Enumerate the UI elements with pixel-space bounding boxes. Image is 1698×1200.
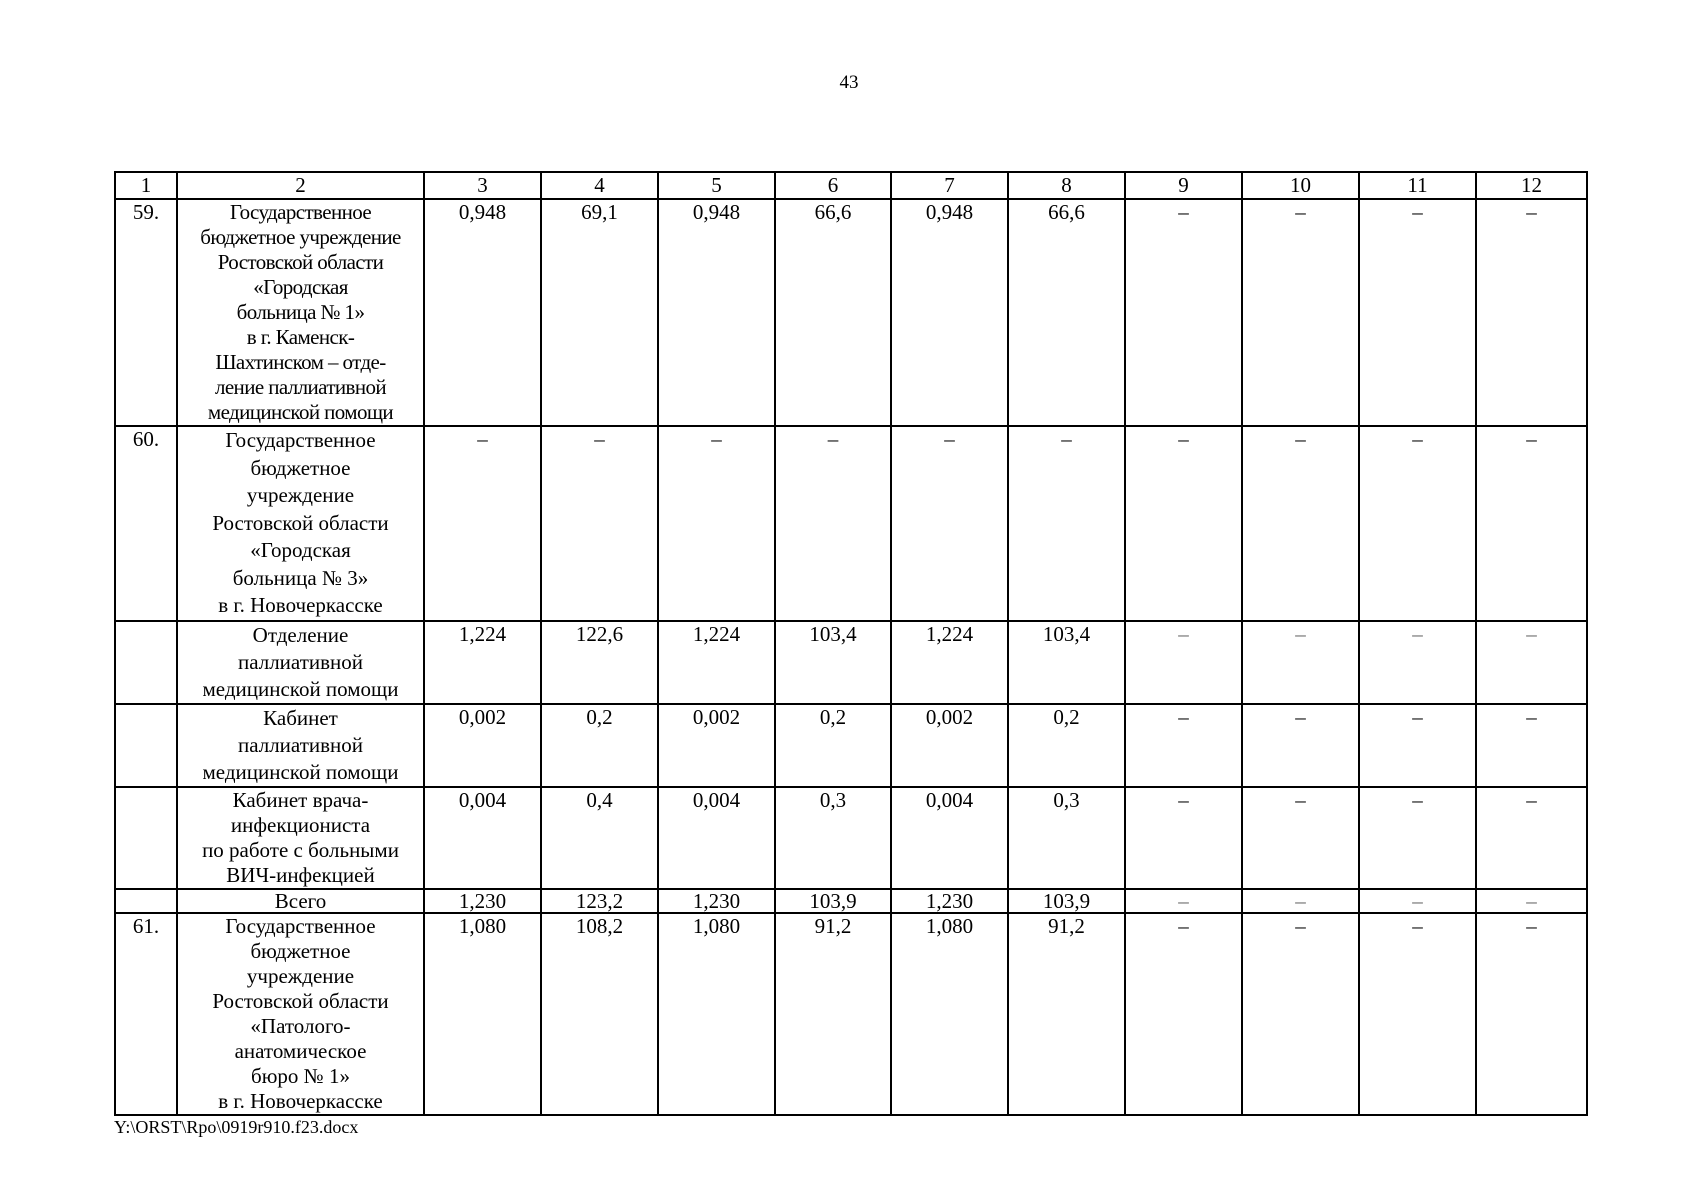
table-cell: –	[1125, 889, 1242, 913]
table-cell: 1,230	[424, 889, 541, 913]
table-cell: –	[1359, 621, 1476, 704]
table-cell: 66,6	[775, 199, 891, 426]
table-cell: 103,4	[1008, 621, 1125, 704]
table-cell: –	[1008, 426, 1125, 621]
table-cell: 0,002	[891, 704, 1008, 787]
table-cell: 103,9	[775, 889, 891, 913]
table-cell: –	[1242, 889, 1359, 913]
table-cell: –	[541, 426, 658, 621]
table-cell: 0,2	[541, 704, 658, 787]
footer-file-path: Y:\ORST\Rpo\0919r910.f23.docx	[114, 1117, 359, 1137]
row-number	[115, 787, 177, 889]
table-cell: 0,4	[541, 787, 658, 889]
institution-name: Государственное бюджетное учреждение Ростовской области «Городская больница № 1» в г. Каменск- Шахтинском – отде- ление паллиативной медицинской помощи	[177, 199, 424, 426]
table-cell: 0,002	[424, 704, 541, 787]
table-cell: 108,2	[541, 913, 658, 1115]
row-number	[115, 621, 177, 704]
table-cell: 123,2	[541, 889, 658, 913]
table-cell: –	[891, 426, 1008, 621]
row-number	[115, 889, 177, 913]
table-cell: –	[1242, 621, 1359, 704]
table-cell: 1,230	[658, 889, 775, 913]
table-cell: –	[1125, 913, 1242, 1115]
table-cell: 1,080	[658, 913, 775, 1115]
table-cell: –	[1125, 621, 1242, 704]
table-cell: 0,004	[658, 787, 775, 889]
table-cell: –	[1359, 704, 1476, 787]
table-cell: 69,1	[541, 199, 658, 426]
table-cell: 0,002	[658, 704, 775, 787]
table-cell: 66,6	[1008, 199, 1125, 426]
column-header: 9	[1125, 172, 1242, 199]
table-cell: 0,3	[775, 787, 891, 889]
table-cell: –	[1359, 199, 1476, 426]
institution-name: Кабинет паллиативной медицинской помощи	[177, 704, 424, 787]
table-cell: –	[775, 426, 891, 621]
table-cell: –	[1242, 787, 1359, 889]
institution-name: Отделение паллиативной медицинской помощи	[177, 621, 424, 704]
table-cell: 1,080	[891, 913, 1008, 1115]
column-header: 3	[424, 172, 541, 199]
table-cell: 0,2	[1008, 704, 1125, 787]
column-header: 1	[115, 172, 177, 199]
column-header: 8	[1008, 172, 1125, 199]
table-cell: 0,948	[424, 199, 541, 426]
column-header: 7	[891, 172, 1008, 199]
table-cell: 0,948	[891, 199, 1008, 426]
table-cell: –	[1476, 199, 1587, 426]
table-row	[115, 704, 1587, 787]
table-cell: –	[1476, 704, 1587, 787]
table-row-total	[115, 889, 1587, 913]
table-cell: 1,224	[424, 621, 541, 704]
table-row	[115, 199, 1587, 426]
table-cell: –	[1476, 621, 1587, 704]
column-header: 2	[177, 172, 424, 199]
institution-name: Государственное бюджетное учреждение Ростовской области «Патолого- анатомическое бюро № 1» в г. Новочеркасске	[177, 913, 424, 1115]
table-cell: –	[1125, 787, 1242, 889]
column-header: 10	[1242, 172, 1359, 199]
table-cell: –	[1359, 889, 1476, 913]
table-cell: –	[1242, 704, 1359, 787]
table-cell: –	[1125, 426, 1242, 621]
table-cell: 122,6	[541, 621, 658, 704]
table-cell: –	[424, 426, 541, 621]
table-header-row	[115, 172, 1587, 199]
column-header: 4	[541, 172, 658, 199]
table-cell: 103,9	[1008, 889, 1125, 913]
column-header: 5	[658, 172, 775, 199]
table-cell: 0,3	[1008, 787, 1125, 889]
institution-name: Всего	[177, 889, 424, 913]
table-cell: 1,230	[891, 889, 1008, 913]
table-cell: 1,080	[424, 913, 541, 1115]
table-cell: 91,2	[775, 913, 891, 1115]
institution-name: Государственное бюджетное учреждение Ростовской области «Городская больница № 3» в г. Новочеркасске	[177, 426, 424, 621]
table-cell: 0,004	[424, 787, 541, 889]
table-cell: –	[1476, 787, 1587, 889]
table-cell: –	[1242, 913, 1359, 1115]
table-cell: –	[1242, 426, 1359, 621]
table-row	[115, 621, 1587, 704]
table-row	[115, 913, 1587, 1115]
table-cell: 0,004	[891, 787, 1008, 889]
table-cell: –	[1476, 913, 1587, 1115]
table-cell: –	[1125, 199, 1242, 426]
table-cell: 1,224	[658, 621, 775, 704]
table-cell: –	[1359, 787, 1476, 889]
column-header: 11	[1359, 172, 1476, 199]
data-table	[114, 171, 1588, 1116]
table-cell: 0,948	[658, 199, 775, 426]
table-cell: –	[1476, 889, 1587, 913]
row-number	[115, 704, 177, 787]
table-cell: 0,2	[775, 704, 891, 787]
table-cell: 1,224	[891, 621, 1008, 704]
row-number: 60.	[115, 426, 177, 621]
table-row	[115, 426, 1587, 621]
table-cell: –	[1359, 913, 1476, 1115]
table-cell: 91,2	[1008, 913, 1125, 1115]
column-header: 12	[1476, 172, 1587, 199]
table-cell: –	[1242, 199, 1359, 426]
table-cell: –	[658, 426, 775, 621]
row-number: 61.	[115, 913, 177, 1115]
table-cell: –	[1359, 426, 1476, 621]
table-cell: –	[1125, 704, 1242, 787]
institution-name: Кабинет врача- инфекциониста по работе с больными ВИЧ-инфекцией	[177, 787, 424, 889]
table-row	[115, 787, 1587, 889]
row-number: 59.	[115, 199, 177, 426]
table-cell: –	[1476, 426, 1587, 621]
table-cell: 103,4	[775, 621, 891, 704]
page-number: 43	[839, 72, 859, 93]
column-header: 6	[775, 172, 891, 199]
